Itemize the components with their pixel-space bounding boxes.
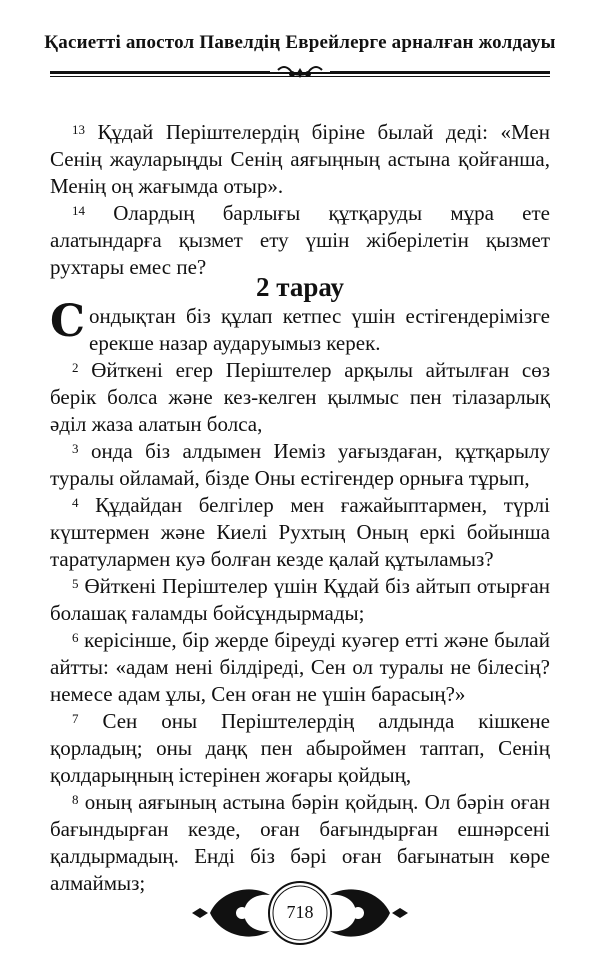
verse-1 [50, 296, 550, 357]
verse-text: Сен оны Періштелердің алдында кішкене қорладың; оны даңқ пен абыроймен таптап, Сенің қолдарыңның істерінен жоғары қойдың, [50, 709, 550, 787]
chapter-2-text [50, 296, 551, 897]
verse-number: 5 [72, 576, 79, 591]
verse-text: Құдайдан белгілер мен ғажайыптармен, түрлі күштермен және Киелі Рухтың Оның еркі бойынша таратулармен куә болған кезде қалай құтыламыз? [50, 493, 550, 571]
verse-5 [50, 573, 550, 627]
verse-text: ондықтан біз құлап кетпес үшін естігендерімізге ерекше назар аударуымыз керек. [89, 304, 550, 355]
verse-number: 4 [72, 495, 79, 510]
verse-text: Өйткені егер Періштелер арқылы айтылған сөз берік болса және кез-келген қылмыс пен тілазарлық әділ жаза алатын болса, [50, 358, 551, 436]
running-head: Қасиетті апостол Павелдің Еврейлерге арналған жолдауы [44, 32, 556, 53]
verse-number: 3 [72, 441, 79, 456]
verse-2 [50, 357, 550, 438]
verse-number: 14 [72, 203, 85, 218]
verse-13 [50, 119, 550, 200]
verse-number: 2 [72, 360, 79, 375]
verse-7 [50, 708, 550, 789]
chapter-1-ending [50, 119, 550, 281]
verse-text: Олардың барлығы құтқаруды мұра ете алатындарға қызмет ету үшін жіберілетін қызмет рухтары емес пе? [50, 201, 551, 279]
verse-text: Өйткені Періштелер үшін Құдай біз айтып отырған болашақ ғаламды бойсұндырмады; [50, 574, 551, 625]
verse-number: 7 [72, 711, 79, 726]
verse-text: Құдай Періштелердің біріне былай деді: «Мен Сенің жауларыңды Сенің аяғыңның астына қойғанша, Менің оң жағымда отыр». [50, 120, 550, 198]
header-ornament-icon [270, 62, 330, 84]
chapter-heading: 2 тарау [256, 272, 344, 302]
verse-number: 6 [72, 630, 79, 645]
verse-14 [50, 200, 550, 281]
page-number: 718 [286, 902, 314, 922]
verse-3 [50, 438, 550, 492]
verse-text: керісінше, бір жерде біреуді куәгер етті және былай айтты: «адам нені білдіреді, Сен ол туралы не білесің? немесе адам ұлы, Сен оған не үшін барасың?» [50, 628, 550, 706]
drop-cap: С [50, 296, 86, 347]
verse-6 [50, 627, 550, 708]
verse-number: 13 [72, 122, 85, 137]
verse-text: онда біз алдымен Иеміз уағыздаған, құтқарылу туралы ойламай, бізде Оны естігендер орныға тұрып, [50, 439, 550, 490]
verse-text: оның аяғының астына бәрін қойдың. Ол бәрін оған бағындырған кезде, оған бағындырған ешнәрсені қалдырмадың. Енді біз бәрі оған бағынатын көре алмаймыз; [50, 790, 551, 895]
verse-4 [50, 492, 550, 573]
verse-number: 8 [72, 792, 79, 807]
